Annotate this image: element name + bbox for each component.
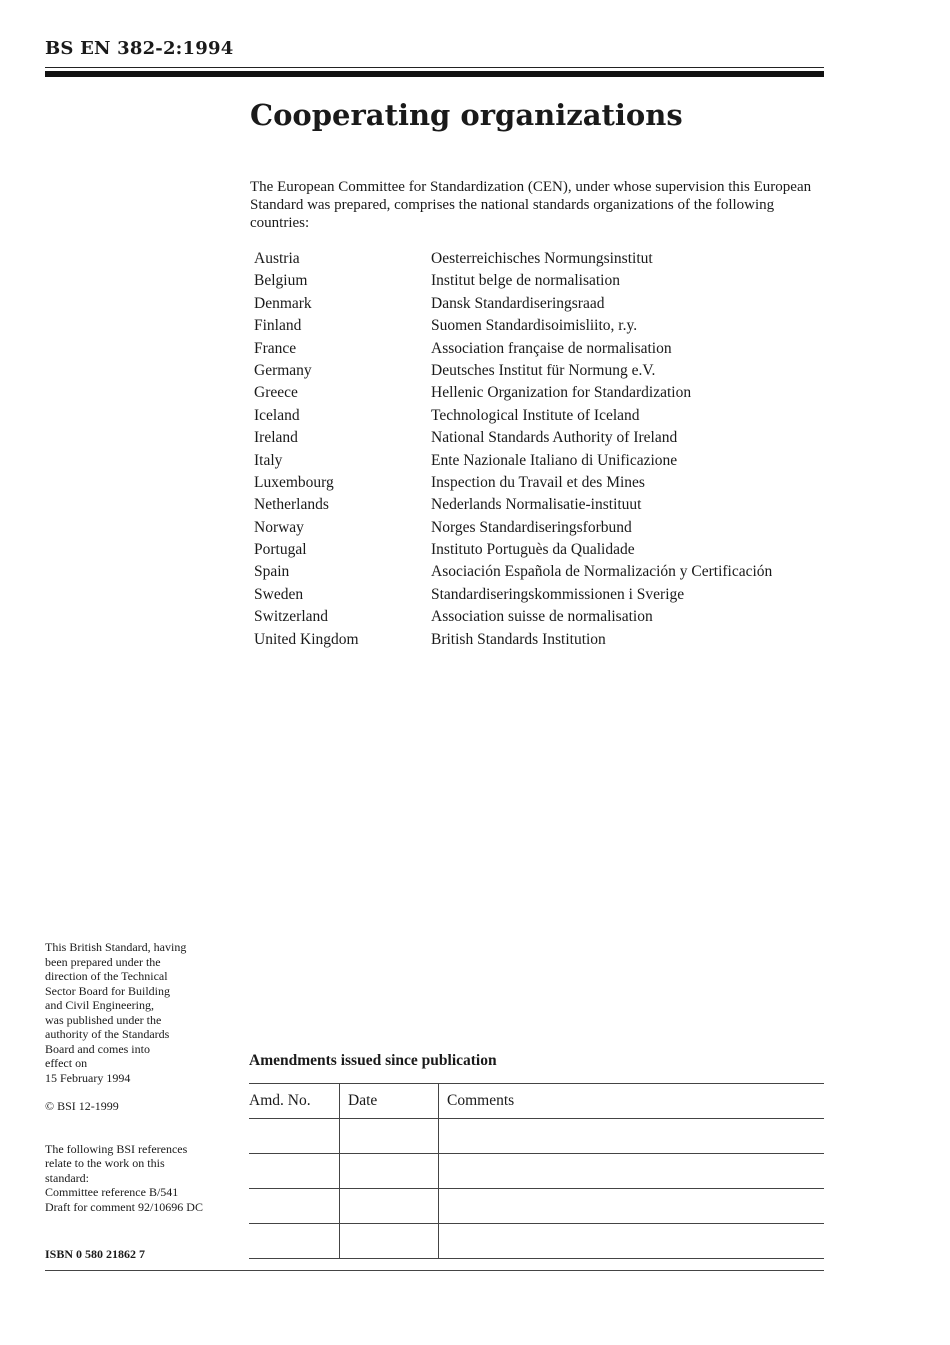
country-name: Belgium [254, 272, 308, 290]
amendment-cell [340, 1189, 439, 1224]
standards-body-name: Technological Institute of Iceland [431, 406, 640, 424]
standards-body-name: Inspection du Travail et des Mines [431, 473, 645, 491]
amendment-cell [340, 1119, 439, 1154]
sidebar-notes [45, 940, 245, 1214]
standards-body-name: National Standards Authority of Ireland [431, 429, 678, 447]
country-name: France [254, 339, 297, 357]
country-name: Denmark [254, 294, 312, 312]
header-divider-thin [45, 67, 824, 68]
organization-row [254, 539, 844, 561]
country-name: Luxembourg [254, 473, 334, 491]
organization-row [254, 450, 844, 472]
standards-body-name: Oesterreichisches Normungsinstitut [431, 250, 653, 267]
country-name: Greece [254, 384, 298, 402]
column-header-comments: Comments [439, 1084, 825, 1119]
standards-body-name: Ente Nazionale Italiano di Unificazione [431, 451, 678, 469]
organization-row [254, 248, 844, 270]
organization-row [254, 472, 844, 494]
page-title: Cooperating organizations [250, 98, 683, 132]
standards-body-name: Standardiseringskommissionen i Sverige [431, 585, 685, 603]
amendments-table [249, 1083, 824, 1259]
standards-body-name: Asociación Española de Normalización y Certificación [431, 563, 773, 581]
document-id: BS EN 382-2:1994 [45, 38, 234, 59]
country-name: Norway [254, 518, 304, 536]
country-name: Switzerland [254, 608, 329, 626]
organization-row [254, 494, 844, 516]
amendment-row [249, 1224, 824, 1259]
organization-row [254, 517, 844, 539]
standards-body-name: Institut belge de normalisation [431, 272, 620, 290]
intro-paragraph: The European Committee for Standardization (CEN), under whose supervision this European Standard was prepared, comprises the national standards organizations of the following countries: [250, 179, 812, 231]
country-name: Netherlands [254, 496, 329, 514]
approval-note: This British Standard, having been prepared under the direction of the Technical Sector Board for Building and Civil Engineering, was published under the authority of the Standards Board and comes into effect on 15 February 1994 [45, 940, 187, 1085]
header-divider-thick [45, 71, 824, 77]
standards-body-name: British Standards Institution [431, 630, 606, 648]
organization-row [254, 629, 844, 651]
amendment-row [249, 1119, 824, 1154]
organization-row [254, 405, 844, 427]
organization-row [254, 293, 844, 315]
standards-body-name: Norges Standardiseringsforbund [431, 518, 632, 536]
amendment-cell [249, 1189, 340, 1224]
organization-list [254, 248, 844, 651]
organization-row [254, 561, 844, 583]
amendment-cell [439, 1189, 825, 1224]
copyright-notice: © BSI 12-1999 [45, 1099, 119, 1113]
country-name: Iceland [254, 406, 300, 424]
country-name: Italy [254, 451, 283, 469]
isbn: ISBN 0 580 21862 7 [45, 1247, 146, 1261]
amendments-title: Amendments issued since publication [249, 1052, 497, 1069]
standards-body-name: Deutsches Institut für Normung e.V. [431, 361, 656, 379]
organization-row [254, 606, 844, 628]
organization-row [254, 427, 844, 449]
amendment-cell [249, 1224, 340, 1259]
amendment-cell [439, 1154, 825, 1189]
organization-row [254, 584, 844, 606]
organization-row [254, 315, 844, 337]
bsi-references: The following BSI references relate to the work on this standard: Committee reference B/541 Draft for comment 92/10696 DC [45, 1141, 203, 1214]
country-name: Austria [254, 250, 300, 267]
amendment-cell [249, 1119, 340, 1154]
country-name: Sweden [254, 585, 304, 603]
country-name: Spain [254, 563, 290, 581]
standards-body-name: Association suisse de normalisation [431, 608, 653, 626]
organization-row [254, 338, 844, 360]
standards-body-name: Dansk Standardiseringsraad [431, 294, 605, 312]
amendment-cell [439, 1224, 825, 1259]
organization-row [254, 270, 844, 292]
amendment-cell [340, 1154, 439, 1189]
footer-divider [45, 1270, 824, 1271]
standards-body-name: Hellenic Organization for Standardization [431, 384, 692, 402]
amendment-row [249, 1154, 824, 1189]
country-name: Finland [254, 317, 302, 335]
country-name: Ireland [254, 429, 298, 447]
country-name: United Kingdom [254, 630, 359, 648]
standards-body-name: Instituto Portuguès da Qualidade [431, 541, 635, 559]
organization-row [254, 360, 844, 382]
country-name: Portugal [254, 541, 307, 559]
amendment-cell [249, 1154, 340, 1189]
amendments-header-row [249, 1084, 824, 1119]
amendment-cell [439, 1119, 825, 1154]
organization-row [254, 382, 844, 404]
standards-body-name: Suomen Standardisoimisliito, r.y. [431, 317, 638, 335]
column-header-amd-no: Amd. No. [249, 1084, 340, 1119]
country-name: Germany [254, 361, 312, 379]
standards-body-name: Association française de normalisation [431, 339, 672, 357]
amendment-row [249, 1189, 824, 1224]
amendment-cell [340, 1224, 439, 1259]
standards-body-name: Nederlands Normalisatie-instituut [431, 496, 642, 514]
column-header-date: Date [340, 1084, 439, 1119]
